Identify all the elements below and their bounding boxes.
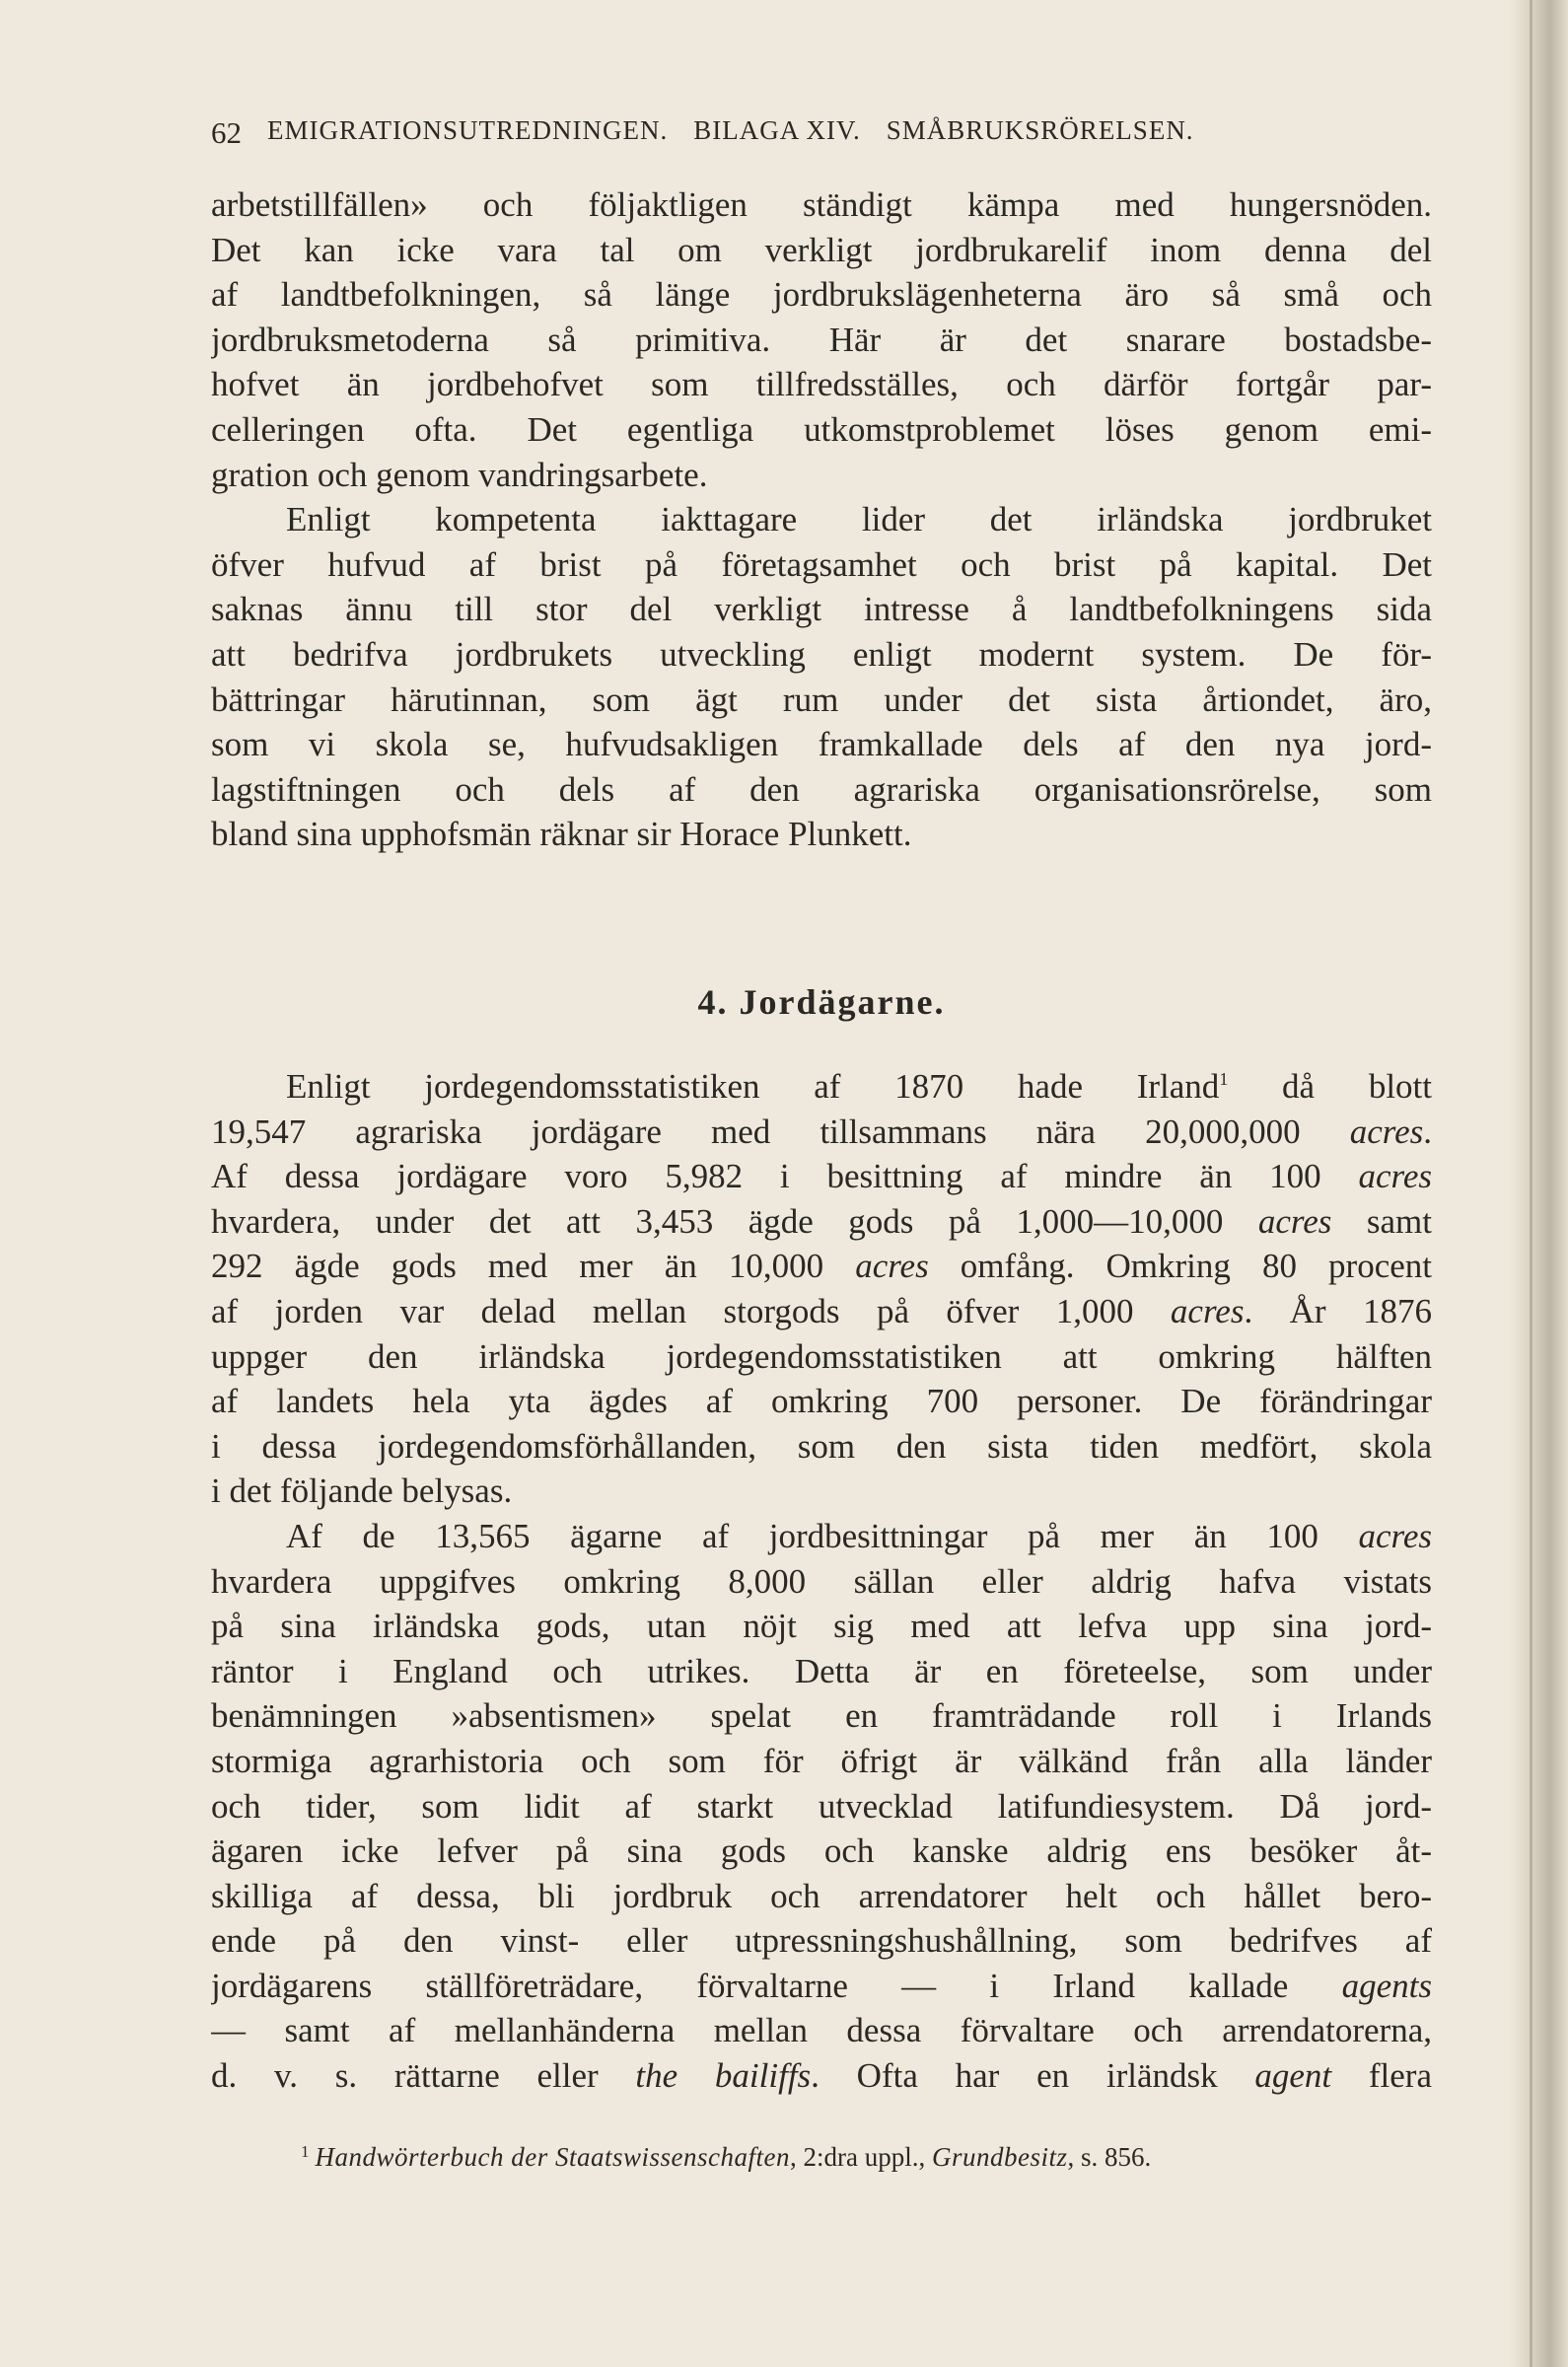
text-line: som vi skola se, hufvudsakligen framkallade dels af den nya jord-: [211, 725, 1432, 764]
footnote: $^1$ Handwörterbuch der Staatswissenschaften, 2:dra uppl., Grundbesitz, s. 856.: [301, 2142, 1152, 2172]
appendix-label: BILAGA XIV.: [693, 115, 861, 145]
text-line: i dessa jordegendomsförhållanden, som den sista tiden medfört, skola: [211, 1426, 1432, 1466]
running-header: [211, 115, 1434, 151]
text-block-upper: [211, 182, 1432, 857]
text-line: uppger den irländska jordegendomsstatistiken att omkring hälften: [211, 1336, 1432, 1376]
text-line: stormiga agrarhistoria och som för öfrigt är välkänd från alla länder: [211, 1741, 1432, 1780]
text-line: lagstiftningen och dels af den agrariska organisationsrörelse, som: [211, 769, 1432, 809]
text-line: af landets hela yta ägdes af omkring 700 personer. De förändringar: [211, 1382, 1432, 1421]
text-line: af jorden var delad mellan storgods på öfver 1,000 acres. År 1876: [211, 1291, 1432, 1330]
text-line: räntor i England och utrikes. Detta är en företeelse, som under: [211, 1651, 1432, 1690]
footnote-entry: Grundbesitz: [931, 2142, 1068, 2172]
text-line: öfver hufvud af brist på företagsamhet och brist på kapital. Det: [211, 544, 1432, 584]
text-line: ägaren icke lefver på sina gods och kanske aldrig ens besöker åt-: [211, 1831, 1432, 1871]
text-line: i det följande belysas.: [211, 1471, 513, 1511]
text-line: celleringen ofta. Det egentliga utkomstproblemet löses genom emi-: [211, 409, 1432, 449]
text-line: arbetstillfällen» och följaktligen ständigt kämpa med hungersnöden.: [211, 185, 1432, 224]
footnote-title: Handwörterbuch der Staatswissenschaften: [315, 2142, 790, 2172]
text-line: — samt af mellanhänderna mellan dessa förvaltare och arrendatorerna,: [211, 2011, 1432, 2050]
text-line: hvardera, under det att 3,453 ägde gods på 1,000—10,000 acres samt: [211, 1201, 1432, 1241]
text-line: jordbruksmetoderna så primitiva. Här är det snarare bostadsbe-: [211, 320, 1432, 359]
text-line: jordägarens ställföreträdare, förvaltarne — i Irland kallade agents: [211, 1966, 1432, 2005]
footnote-reference: 1: [1219, 1069, 1229, 1089]
text-line: gration och genom vandringsarbete.: [211, 455, 708, 494]
text-line: Af dessa jordägare voro 5,982 i besittning af mindre än 100 acres: [211, 1157, 1432, 1196]
text-line: Enligt kompetenta iakttagare lider det irländska jordbruket: [286, 500, 1432, 539]
text-line: ende på den vinst- eller utpressningshushållning, som bedrifves af: [211, 1921, 1432, 1961]
text-line: skilliga af dessa, bli jordbruk och arrendatorer helt och hållet bero-: [211, 1876, 1432, 1915]
text-line: 292 ägde gods med mer än 10,000 acres omfång. Omkring 80 procent: [211, 1247, 1432, 1286]
text-line: 19,547 agrariska jordägare med tillsammans nära 20,000,000 acres.: [211, 1112, 1432, 1151]
text-line: och tider, som lidit af starkt utvecklad latifundiesystem. Då jord-: [211, 1786, 1432, 1826]
text-line: d. v. s. rättarne eller the bailiffs. Ofta har en irländsk agent flera: [211, 2056, 1432, 2096]
text-line: hofvet än jordbehofvet som tillfredsställes, och därför fortgår par-: [211, 365, 1432, 404]
page-number: 62: [211, 115, 242, 150]
running-title: EMIGRATIONSUTREDNINGEN.: [267, 115, 669, 145]
text-line: benämningen »absentismen» spelat en framträdande roll i Irlands: [211, 1696, 1432, 1736]
text-line: Af de 13,565 ägarne af jordbesittningar på mer än 100 acres: [286, 1516, 1432, 1555]
text-line: bättringar härutinnan, som ägt rum under det sista årtiondet, äro,: [211, 680, 1432, 719]
page-edge-line: [1530, 0, 1532, 2367]
text-line: af landtbefolkningen, så länge jordbrukslägenheterna äro så små och: [211, 275, 1432, 315]
text-line: bland sina upphofsmän räknar sir Horace Plunkett.: [211, 815, 912, 854]
footnote-mark: 1: [301, 2142, 310, 2161]
page-edge: [1509, 0, 1568, 2367]
text-block-lower: [211, 1064, 1432, 2099]
text-line: Det kan icke vara tal om verkligt jordbrukarelif inom denna del: [211, 230, 1432, 269]
text-line: hvardera uppgifves omkring 8,000 sällan eller aldrig hafva vistats: [211, 1561, 1432, 1601]
section-label: SMÅBRUKSRÖRELSEN.: [886, 115, 1194, 145]
text-line: att bedrifva jordbrukets utveckling enligt modernt system. De för-: [211, 634, 1432, 674]
text-line: saknas ännu till stor del verkligt intresse å landtbefolkningens sida: [211, 590, 1432, 629]
text-line: på sina irländska gods, utan nöjt sig med att lefva upp sina jord-: [211, 1607, 1432, 1646]
section-heading: 4. Jordägarne.: [697, 982, 946, 1022]
text-line: Enligt jordegendomsstatistiken af 1870 hade Irland$^1$ då blott: [286, 1067, 1432, 1106]
